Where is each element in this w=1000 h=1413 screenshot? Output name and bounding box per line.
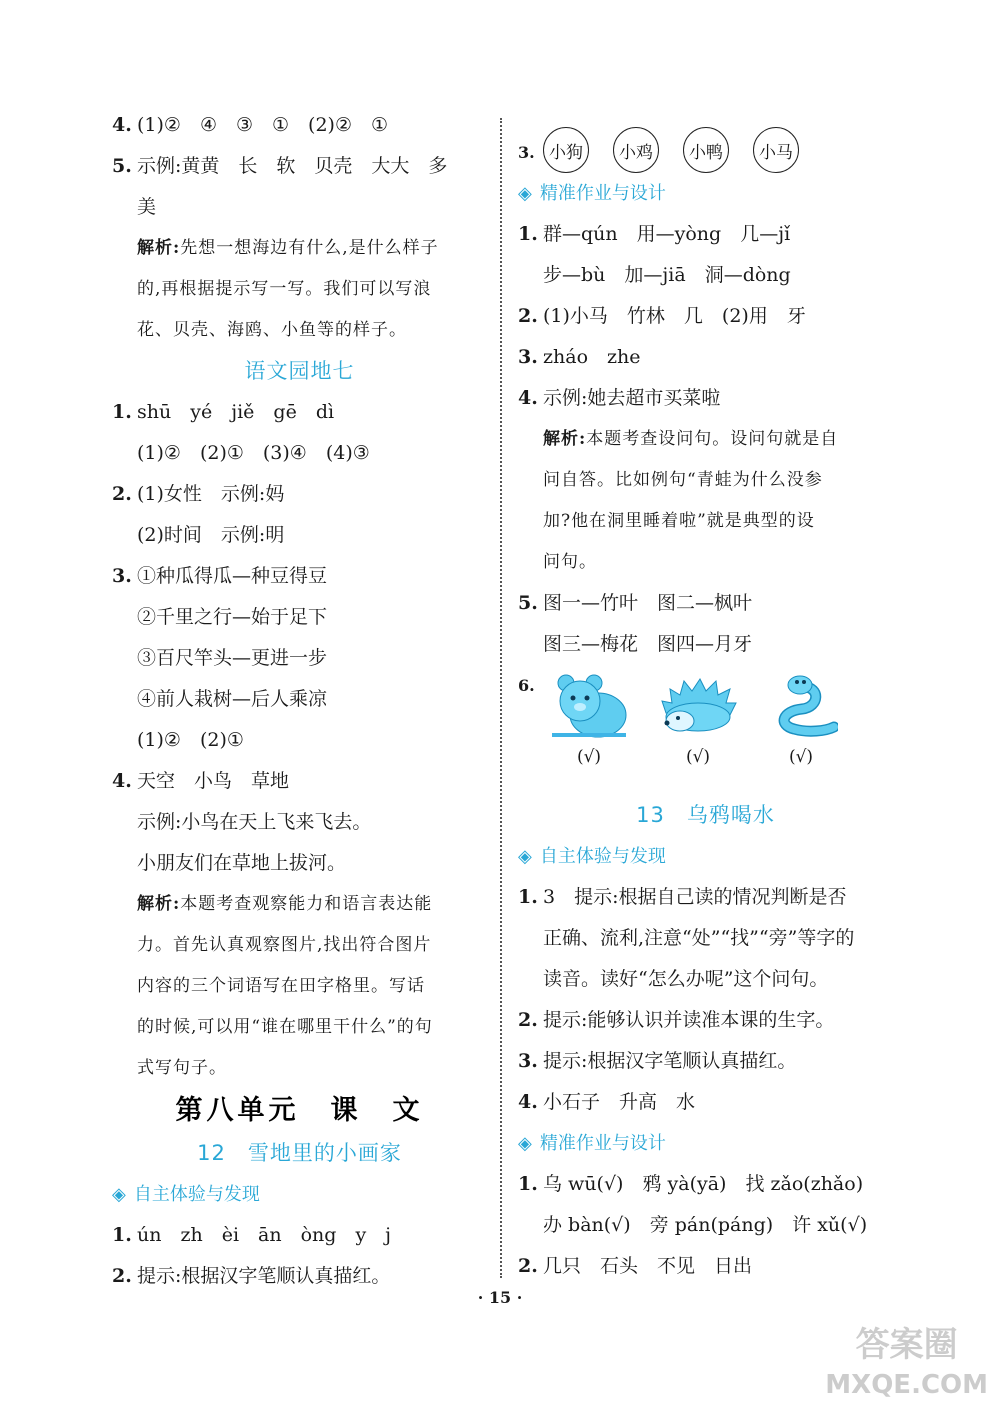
check-mark: (√) (788, 747, 814, 767)
design-question-5: 5. 图一—竹叶 图二—枫叶 (518, 592, 753, 614)
garden-question-3-cont: ④前人栽树—后人乘凉 (137, 688, 328, 710)
question-3-circles: 3. 小狗 小鸡 小鸭 小马 (518, 105, 893, 173)
garden-question-2: 2. (1)女性 示例:妈 (112, 483, 285, 505)
garden-question-4: 4. 天空 小鸟 草地 (112, 770, 290, 792)
analysis-5-line: 花、贝壳、海鸥、小鱼等的样子。 (137, 320, 407, 340)
analysis-d4-line: 问句。 (543, 552, 597, 572)
analysis-d4-line: 问自答。比如例句“青蛙为什么没参 (543, 470, 823, 490)
explore-question-4: 4. 小石子 升高 水 (518, 1091, 696, 1113)
design-question-6: 6. (√) (√) (√) (518, 665, 893, 795)
lesson-13-title: 13 乌鸦喝水 (636, 803, 775, 827)
design-question-5-cont: 图三—梅花 图四—月牙 (543, 633, 753, 655)
design-question-4: 4. 示例:她去超市买菜啦 (518, 387, 721, 409)
question-5-cont: 美 (137, 196, 157, 218)
lesson12-question-2: 2. 提示:根据汉字笔顺认真描红。 (112, 1265, 391, 1287)
right-column (518, 105, 893, 1287)
subsection-explore: ◈ 自主体验与发现 (112, 1174, 487, 1215)
explore-question-1-cont: 正确、流利,注意“处”“找”“旁”等字的 (543, 927, 855, 949)
analysis-g4-line: 力。首先认真观察图片,找出符合图片 (137, 935, 432, 955)
hedgehog-icon (656, 673, 740, 739)
analysis-g4-line: 式写句子。 (137, 1058, 227, 1078)
lesson12-question-1: 1. ún zh èi ān òng y j (112, 1224, 392, 1246)
check-mark: (√) (576, 747, 602, 767)
section-title-garden7: 语文园地七 (244, 359, 355, 383)
design2-question-2: 2. 几只 石头 不见 日出 (518, 1255, 753, 1277)
analysis-g4-line: 内容的三个词语写在田字格里。写话 (137, 976, 425, 996)
lesson-12-title: 12 雪地里的小画家 (197, 1141, 402, 1165)
page-number: · 15 · (477, 1288, 523, 1307)
circled-word: 小鸡 (613, 127, 659, 173)
bear-picture (548, 673, 630, 767)
analysis-g4: 解析:本题考查观察能力和语言表达能 (137, 894, 433, 914)
analysis-g4-line: 的时候,可以用“谁在哪里干什么”的句 (137, 1017, 433, 1037)
design-question-1: 1. 群—qún 用—yòng 几—jǐ (518, 223, 791, 245)
garden-question-2-cont: (2)时间 示例:明 (137, 524, 285, 546)
design2-question-1: 1. 乌 wū(√) 鸦 yà(yā) 找 zǎo(zhǎo) (518, 1173, 864, 1195)
explore-question-1: 1. 3 提示:根据自己读的情况判断是否 (518, 886, 847, 908)
watermark-logo: 答案圈 MXQE.COM (825, 1325, 988, 1400)
diamond-icon: ◈ (518, 183, 532, 204)
analysis-5: 解析:先想一想海边有什么,是什么样子 (137, 238, 439, 258)
garden-question-3-cont: ②千里之行—始于足下 (137, 606, 328, 628)
explore-question-1-cont: 读音。读好“怎么办呢”这个问句。 (543, 968, 829, 990)
diamond-icon: ◈ (112, 1184, 126, 1205)
analysis-d4-line: 加?他在洞里睡着啦”就是典型的设 (543, 511, 815, 531)
garden-question-3: 3. ①种瓜得瓜—种豆得豆 (112, 565, 328, 587)
garden-question-1: 1. shū yé jiě gē dì (112, 401, 335, 423)
design2-question-1-cont: 办 bàn(√) 旁 pán(páng) 许 xǔ(√) (543, 1214, 868, 1236)
hedgehog-picture (656, 673, 740, 767)
snake-picture (764, 673, 838, 767)
design-question-3: 3. zháo zhe (518, 346, 641, 368)
bear-icon (548, 673, 630, 739)
subsection-design: ◈ 精准作业与设计 (518, 173, 893, 214)
snake-icon (764, 673, 838, 739)
circled-word: 小狗 (543, 127, 589, 173)
garden-question-4-cont: 示例:小鸟在天上飞来飞去。 (137, 811, 372, 833)
analysis-d4: 解析:本题考查设问句。设问句就是自 (543, 429, 839, 449)
question-4: 4. (1)② ④ ③ ① (2)② ① (112, 114, 389, 136)
explore-question-3: 3. 提示:根据汉字笔顺认真描红。 (518, 1050, 797, 1072)
subsection-explore: ◈ 自主体验与发现 (518, 836, 893, 877)
garden-question-3-cont: (1)② (2)① (137, 729, 244, 751)
diamond-icon: ◈ (518, 1133, 532, 1154)
design-question-1-cont: 步—bù 加—jiā 洞—dòng (543, 264, 791, 286)
garden-question-1-cont: (1)② (2)① (3)④ (4)③ (137, 442, 370, 464)
design-question-2: 2. (1)小马 竹林 几 (2)用 牙 (518, 305, 806, 327)
diamond-icon: ◈ (518, 846, 532, 867)
column-divider (500, 118, 502, 1278)
analysis-5-line: 的,再根据提示写一写。我们可以写浪 (137, 279, 432, 299)
circled-word: 小马 (753, 127, 799, 173)
garden-question-3-cont: ③百尺竿头—更进一步 (137, 647, 328, 669)
question-5: 5. 示例:黄黄 长 软 贝壳 大大 多 (112, 155, 448, 177)
left-column (112, 105, 487, 1297)
explore-question-2: 2. 提示:能够认识并读准本课的生字。 (518, 1009, 835, 1031)
subsection-design: ◈ 精准作业与设计 (518, 1123, 893, 1164)
check-mark: (√) (685, 747, 711, 767)
garden-question-4-cont: 小朋友们在草地上拔河。 (137, 852, 347, 874)
unit-8-title: 第八单元 课 文 (175, 1095, 424, 1126)
circled-word: 小鸭 (683, 127, 729, 173)
